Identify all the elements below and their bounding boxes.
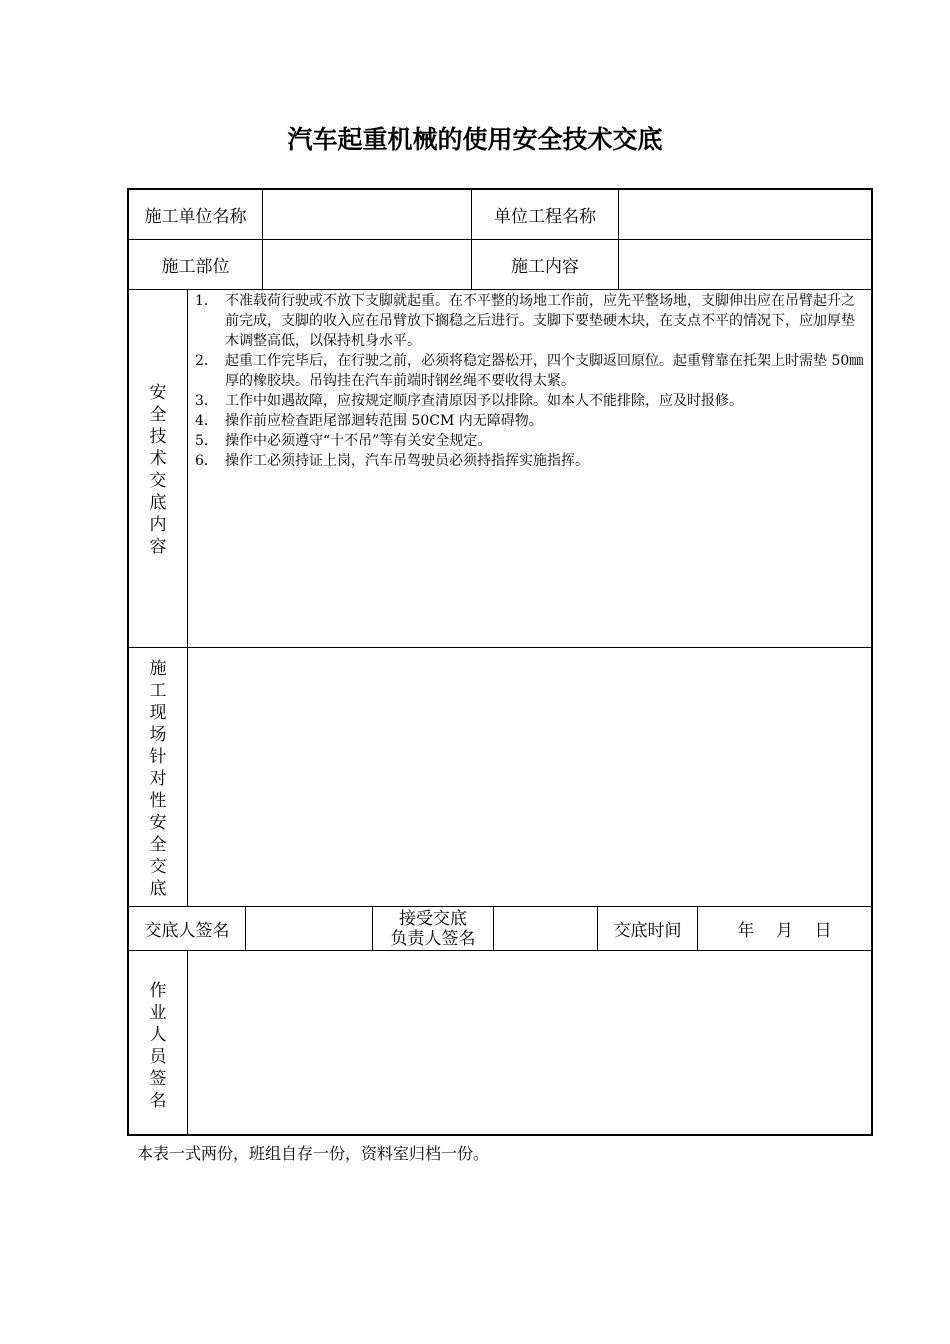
construction-content-label: 施工内容 [511, 257, 579, 277]
item-text: 起重工作完毕后，在行驶之前，必须将稳定器松开，四个支脚返回原位。起重臂靠在托架上时需垫 50㎜厚的橡胶块。吊钩挂在汽车前端时钢丝绳不要收得太紧。 [225, 353, 864, 389]
safety-items-list [195, 291, 867, 471]
site-specific-label: 施工现场针对性安全交底 [149, 659, 167, 899]
construction-content-field[interactable] [619, 240, 871, 289]
list-item [195, 291, 867, 351]
receiver-label-line2: 负责人签名 [390, 928, 476, 949]
safety-content-label: 安全技术交底内容 [149, 383, 167, 557]
receiver-signature-label [373, 907, 493, 950]
list-item [195, 411, 867, 431]
item-text: 工作中如遇故障，应按规定顺序查清原因予以排除。如本人不能排除，应及时报修。 [225, 393, 743, 409]
item-number: 5． [195, 433, 218, 449]
receiver-signature-field[interactable] [494, 907, 597, 950]
briefing-date-field[interactable]: 年 月 日 [737, 921, 832, 941]
site-specific-field[interactable] [188, 648, 871, 906]
item-number: 4． [195, 413, 218, 429]
briefer-signature-field[interactable] [246, 907, 372, 950]
item-text: 不准载荷行驶或不放下支脚就起重。在不平整的场地工作前，应先平整场地，支脚伸出应在吊臂起升之前完成，支脚的收入应在吊臂放下搁稳之后进行。支脚下要垫硬木块，在支点不平的情况下，应加厚垫木调整高低，以保持机身水平。 [225, 293, 855, 349]
item-number: 3． [195, 393, 218, 409]
item-text: 操作工必须持证上岗，汽车吊驾驶员必须持指挥实施指挥。 [225, 453, 589, 469]
document-title: 汽车起重机械的使用安全技术交底 [287, 125, 663, 154]
list-item [195, 391, 867, 411]
item-text: 操作中必须遵守“十不吊”等有关安全规定。 [225, 433, 492, 449]
briefing-time-label: 交底时间 [613, 921, 682, 941]
list-item [195, 351, 867, 391]
project-name-label: 单位工程名称 [494, 207, 596, 227]
list-item [195, 431, 867, 451]
construction-unit-label: 施工单位名称 [144, 207, 247, 227]
workers-signature-label: 作业人员签名 [149, 981, 167, 1111]
construction-unit-field[interactable] [263, 190, 471, 239]
construction-location-label: 施工部位 [161, 257, 230, 277]
receiver-label-line1: 接受交底 [399, 908, 467, 929]
briefing-form [127, 188, 873, 1136]
workers-signature-field[interactable] [188, 951, 871, 1134]
construction-location-field[interactable] [263, 240, 471, 289]
item-text: 操作前应检查距尾部迴转范围 50CM 内无障碍物。 [225, 413, 543, 429]
footer-note: 本表一式两份，班组自存一份，资料室归档一份。 [137, 1144, 490, 1163]
row-divider [129, 289, 871, 290]
list-item [195, 451, 867, 471]
project-name-field[interactable] [619, 190, 871, 239]
item-number: 1． [195, 293, 218, 309]
item-number: 2． [195, 353, 218, 369]
item-number: 6． [195, 453, 218, 469]
briefer-signature-label: 交底人签名 [144, 921, 230, 941]
